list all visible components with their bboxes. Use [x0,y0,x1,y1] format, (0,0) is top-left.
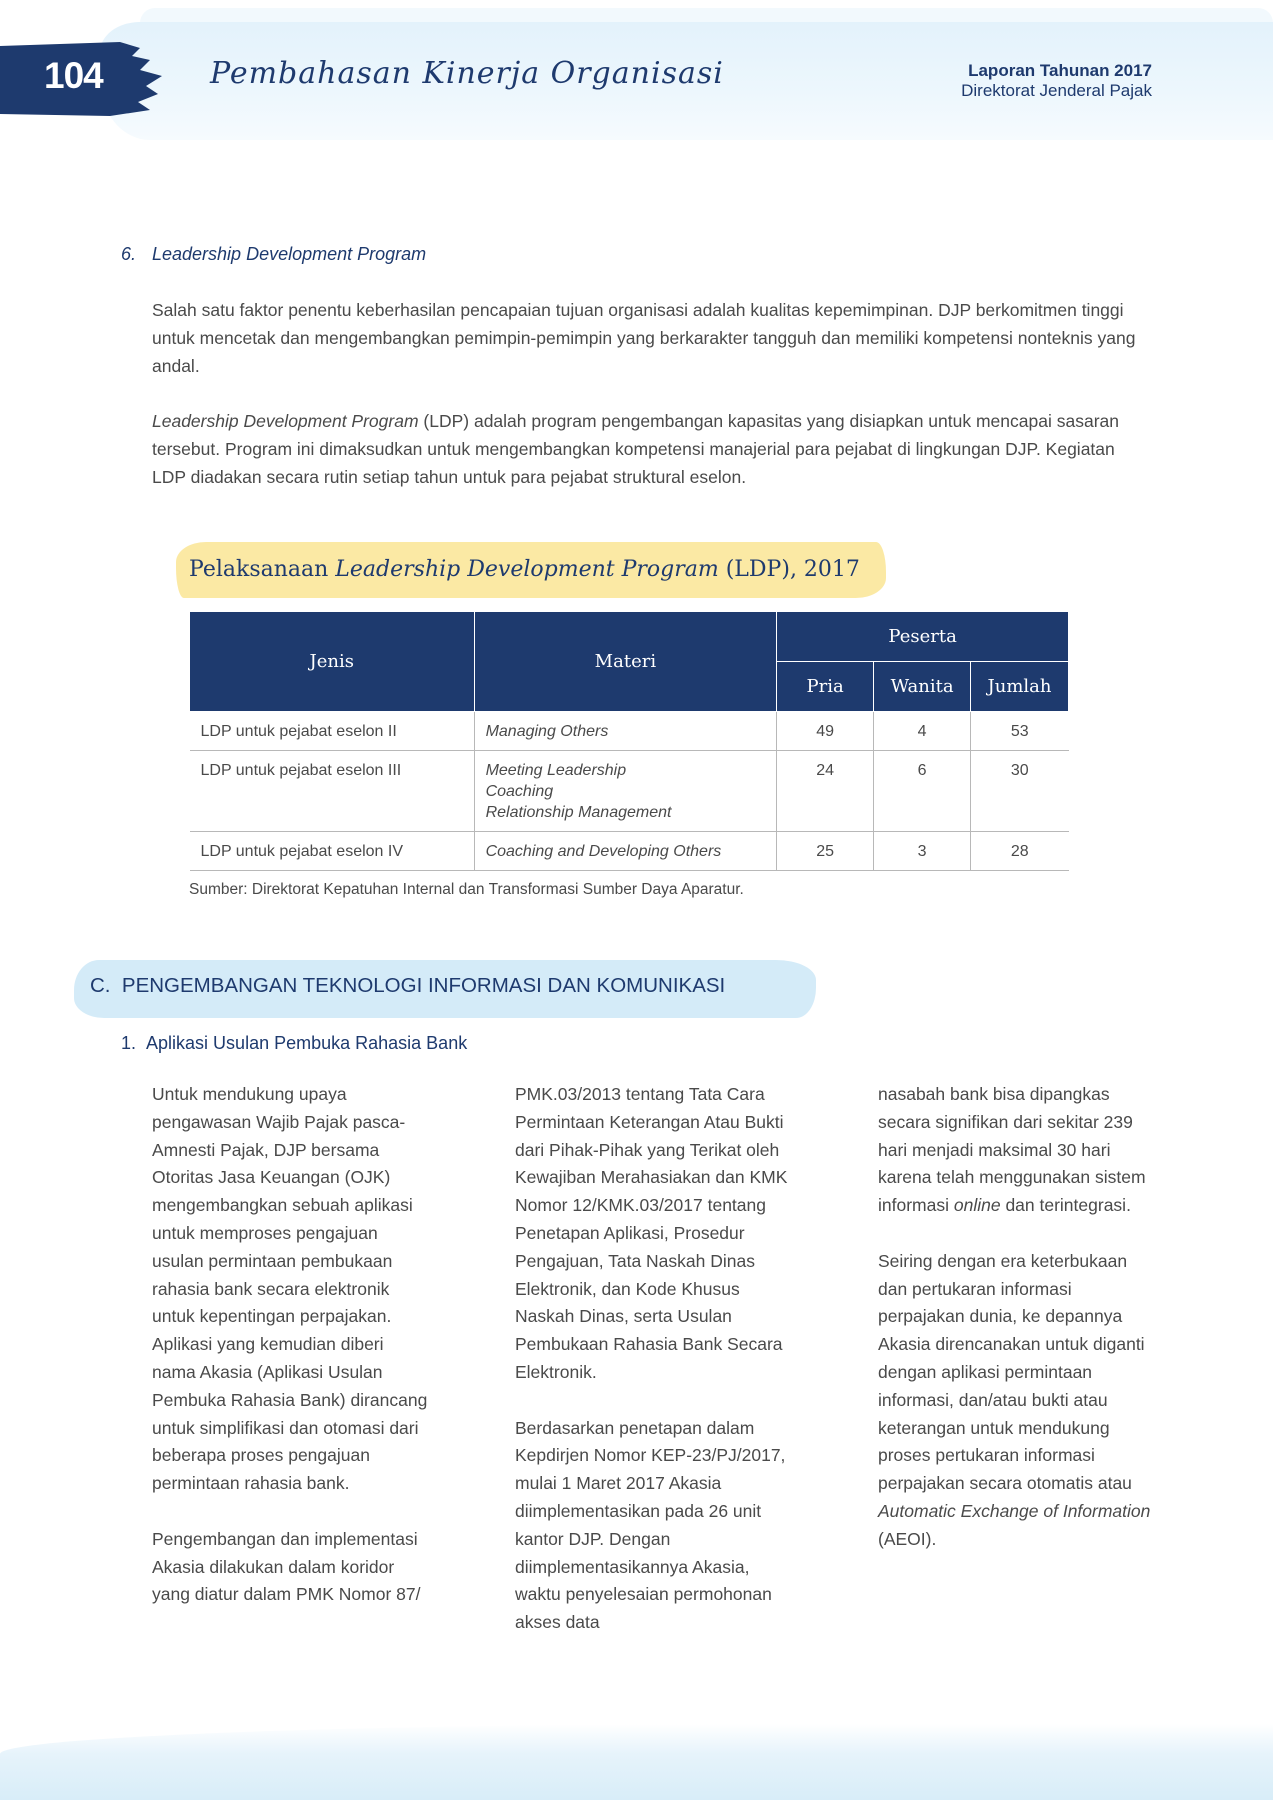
cell-pria: 24 [777,751,874,832]
section-6-paragraph-1: Salah satu faktor penentu keberhasilan pencapaian tujuan organisasi adalah kualitas kepemimpinan. DJP berkomitmen tinggi untuk mencetak dan mengembangkan pemimpin-pemimpin yang berkarakter tangguh dan memiliki kompetensi nonteknis yang andal. [152,300,1136,376]
header-peserta: Peserta [777,612,1069,662]
header-materi: Materi [474,612,777,712]
materi-item: Coaching and Developing Others [485,843,722,860]
column-a-paragraph-2: Pengembangan dan implementasi Akasia dilakukan dalam koridor yang diatur dalam PMK Nomor 87/ [152,1528,421,1605]
column-c-paragraph-1 [878,1081,1158,1220]
cell-jumlah: 53 [971,712,1069,751]
table-row [190,832,1069,871]
organization-name: Direktorat Jenderal Pajak [961,81,1152,100]
column-a [152,1081,432,1637]
column-b [515,1081,795,1665]
column-c-p2-text-a: Seiring dengan era keterbukaan dan pertukaran informasi perpajakan dunia, ke depannya Akasia direncanakan untuk diganti dengan aplikasi permintaan informasi, dan/atau bukti atau keterangan untuk mendukung proses pertukaran informasi perpajakan secara otomatis atau [878,1250,1145,1494]
column-c-p1-text-b: dan terintegrasi. [1000,1195,1131,1216]
column-b-paragraph-1: PMK.03/2013 tentang Tata Cara Permintaan Keterangan Atau Bukti dari Pihak-Pihak yang Terikat oleh Kewajiban Merahasiakan dan KMK Nomor 12/KMK.03/2017 tentang Penetapan Aplikasi, Prosedur Pengajuan, Tata Naskah Dinas Elektronik, dan Kode Khusus Naskah Dinas, serta Usulan Pembukaan Rahasia Bank Secara Elektronik. [515,1084,788,1382]
column-c-p2-text-b: (AEOI). [878,1528,937,1549]
column-a-paragraph-1: Untuk mendukung upaya pengawasan Wajib Pajak pasca-Amnesti Pajak, DJP bersama Otoritas Jasa Keuangan (OJK) mengembangkan sebuah aplikasi untuk memproses pengajuan usulan permintaan pembukaan rahasia bank secara elektronik untuk kepentingan perpajakan. Aplikasi yang kemudian diberi nama Akasia (Aplikasi Usulan Pembuka Rahasia Bank) dirancang untuk simplifikasi dan otomasi dari beberapa proses pengajuan permintaan rahasia bank. [152,1084,428,1494]
cell-jenis: LDP untuk pejabat eselon II [190,712,475,751]
table-row [190,712,1069,751]
column-c [878,1081,1158,1581]
column-c-p1-italic: online [953,1195,1001,1216]
header-jenis: Jenis [190,612,475,712]
ldp-italic-term: Leadership Development Program [152,411,419,431]
table-source-note: Sumber: Direktorat Kepatuhan Internal dan Transformasi Sumber Daya Aparatur. [189,881,744,898]
materi-item: Meeting Leadership [485,762,627,779]
cell-pria: 25 [777,832,874,871]
subsection-1-title-text: Aplikasi Usulan Pembuka Rahasia Bank [146,1033,468,1053]
cell-jumlah: 28 [971,832,1069,871]
table-title-suffix: (LDP), 2017 [718,557,860,582]
subsection-1-title [121,1033,467,1054]
section-6-paragraph-2 [152,407,1142,491]
subsection-1-number: 1. [121,1033,137,1053]
table-title [189,557,860,582]
table-row [190,751,1069,832]
table-title-prefix: Pelaksanaan [189,557,336,582]
section-c-letter: C. [90,974,111,997]
materi-item: Managing Others [485,723,609,740]
section-6-title: Leadership Development Program [152,244,427,264]
cell-jenis: LDP untuk pejabat eselon III [190,751,475,832]
cell-jenis: LDP untuk pejabat eselon IV [190,832,475,871]
header-pria: Pria [777,662,874,712]
materi-item: Coaching [485,783,554,800]
section-c-title-text: PENGEMBANGAN TEKNOLOGI INFORMASI DAN KOMUNIKASI [121,974,726,997]
cell-wanita: 4 [874,712,971,751]
section-6-number: 6. [121,244,137,264]
cell-materi [474,751,777,832]
cell-materi [474,832,777,871]
section-c-title [90,974,725,998]
cell-jumlah: 30 [971,751,1069,832]
cell-pria: 49 [777,712,874,751]
header-wanita: Wanita [874,662,971,712]
cell-wanita: 6 [874,751,971,832]
ldp-table [189,611,1069,871]
footer-wash [0,1724,1273,1800]
column-c-p1-text-a: nasabah bank bisa dipangkas secara signifikan dari sekitar 239 hari menjadi maksimal 30 hari karena telah menggunakan sistem informasi [878,1084,1146,1216]
page-number: 104 [44,55,103,96]
column-c-paragraph-2 [878,1248,1158,1554]
column-b-paragraph-2: Berdasarkan penetapan dalam Kepdirjen Nomor KEP-23/PJ/2017, mulai 1 Maret 2017 Akasia diimplementasikan pada 26 unit kantor DJP. Dengan diimplementasikannya Akasia, waktu penyelesaian permohonan akses data [515,1417,786,1633]
materi-item: Relationship Management [485,804,672,821]
table-title-italic: Leadership Development Program [335,557,719,582]
column-c-p2-italic: Automatic Exchange of Information [878,1500,1151,1521]
cell-materi [474,712,777,751]
paragraph-2-text: (LDP) adalah program pengembangan kapasitas yang disiapkan untuk mencapai sasaran tersebut. Program ini dimaksudkan untuk mengembangkan kompetensi manajerial para pejabat di lingkungan DJP. Kegiatan LDP diadakan secara rutin setiap tahun untuk para pejabat struktural eselon. [152,411,1119,487]
header-jumlah: Jumlah [971,662,1069,712]
header-section-title: Pembahasan Kinerja Organisasi [210,56,724,91]
cell-wanita: 3 [874,832,971,871]
report-title: Laporan Tahunan 2017 [968,61,1152,80]
